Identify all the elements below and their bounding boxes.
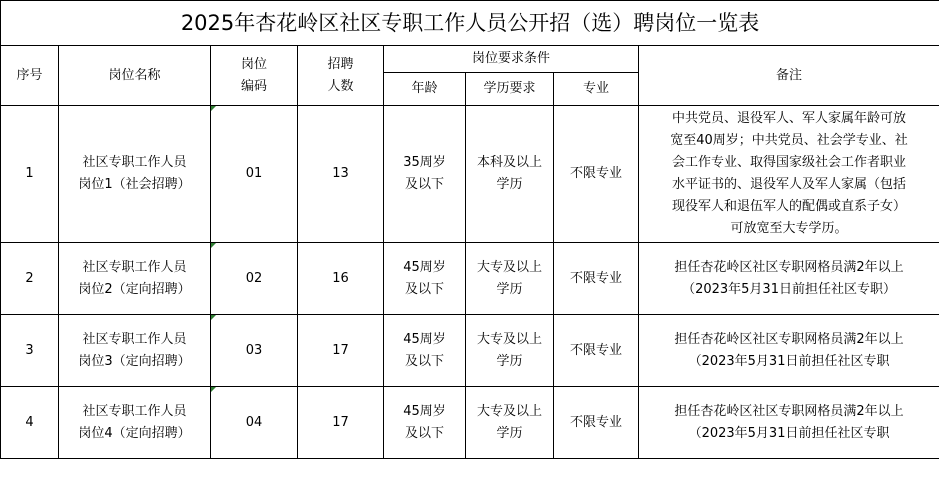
row-education: 大专及以上 学历 — [466, 243, 554, 315]
row-major: 不限专业 — [554, 106, 639, 243]
row-position-name: 社区专职工作人员 岗位3（定向招聘） — [59, 315, 211, 387]
header-seq: 序号 — [1, 46, 59, 106]
row-major: 不限专业 — [554, 387, 639, 459]
table-title: 2025年杏花岭区社区专职工作人员公开招（选）聘岗位一览表 — [1, 1, 939, 46]
row-hire-count: 16 — [298, 243, 384, 315]
row-remarks: 担任杏花岭区社区专职网格员满2年以上 （2023年5月31日前担任社区专职 — [639, 387, 939, 459]
row-hire-count: 17 — [298, 387, 384, 459]
row-remarks: 担任杏花岭区社区专职网格员满2年以上 （2023年5月31日前担任社区专职） — [639, 243, 939, 315]
row-remarks: 担任杏花岭区社区专职网格员满2年以上 （2023年5月31日前担任社区专职 — [639, 315, 939, 387]
row-remarks: 中共党员、退役军人、军人家属年龄可放 宽至40周岁；中共党员、社会学专业、社 会工作专业、取得国家级社会工作者职业 水平证书的、退役军人及军人家属（包括 现役军人和退伍军人的配偶或直系子女） 可放宽至大专学历。 — [639, 106, 939, 243]
header-position-name: 岗位名称 — [59, 46, 211, 106]
row-major: 不限专业 — [554, 315, 639, 387]
row-seq: 1 — [1, 106, 59, 243]
table-row — [1, 243, 939, 315]
row-hire-count: 13 — [298, 106, 384, 243]
table-row — [1, 315, 939, 387]
table-row — [1, 106, 939, 243]
table-row — [1, 387, 939, 459]
row-position-name: 社区专职工作人员 岗位4（定向招聘） — [59, 387, 211, 459]
header-hire-count: 招聘 人数 — [298, 46, 384, 106]
row-education: 大专及以上 学历 — [466, 387, 554, 459]
header-age: 年龄 — [384, 73, 466, 106]
row-major: 不限专业 — [554, 243, 639, 315]
row-seq: 2 — [1, 243, 59, 315]
row-age: 45周岁 及以下 — [384, 243, 466, 315]
row-hire-count: 17 — [298, 315, 384, 387]
row-age: 45周岁 及以下 — [384, 387, 466, 459]
row-seq: 3 — [1, 315, 59, 387]
row-age: 45周岁 及以下 — [384, 315, 466, 387]
header-position-code: 岗位 编码 — [211, 46, 298, 106]
row-position-name: 社区专职工作人员 岗位1（社会招聘） — [59, 106, 211, 243]
row-age: 35周岁 及以下 — [384, 106, 466, 243]
header-requirements: 岗位要求条件 — [384, 46, 639, 73]
header-education: 学历要求 — [466, 73, 554, 106]
header-major: 专业 — [554, 73, 639, 106]
row-position-code: 03 — [211, 315, 298, 387]
header-remarks: 备注 — [639, 46, 939, 106]
row-education: 本科及以上 学历 — [466, 106, 554, 243]
row-position-name: 社区专职工作人员 岗位2（定向招聘） — [59, 243, 211, 315]
row-position-code: 01 — [211, 106, 298, 243]
row-position-code: 04 — [211, 387, 298, 459]
row-education: 大专及以上 学历 — [466, 315, 554, 387]
row-position-code: 02 — [211, 243, 298, 315]
row-seq: 4 — [1, 387, 59, 459]
